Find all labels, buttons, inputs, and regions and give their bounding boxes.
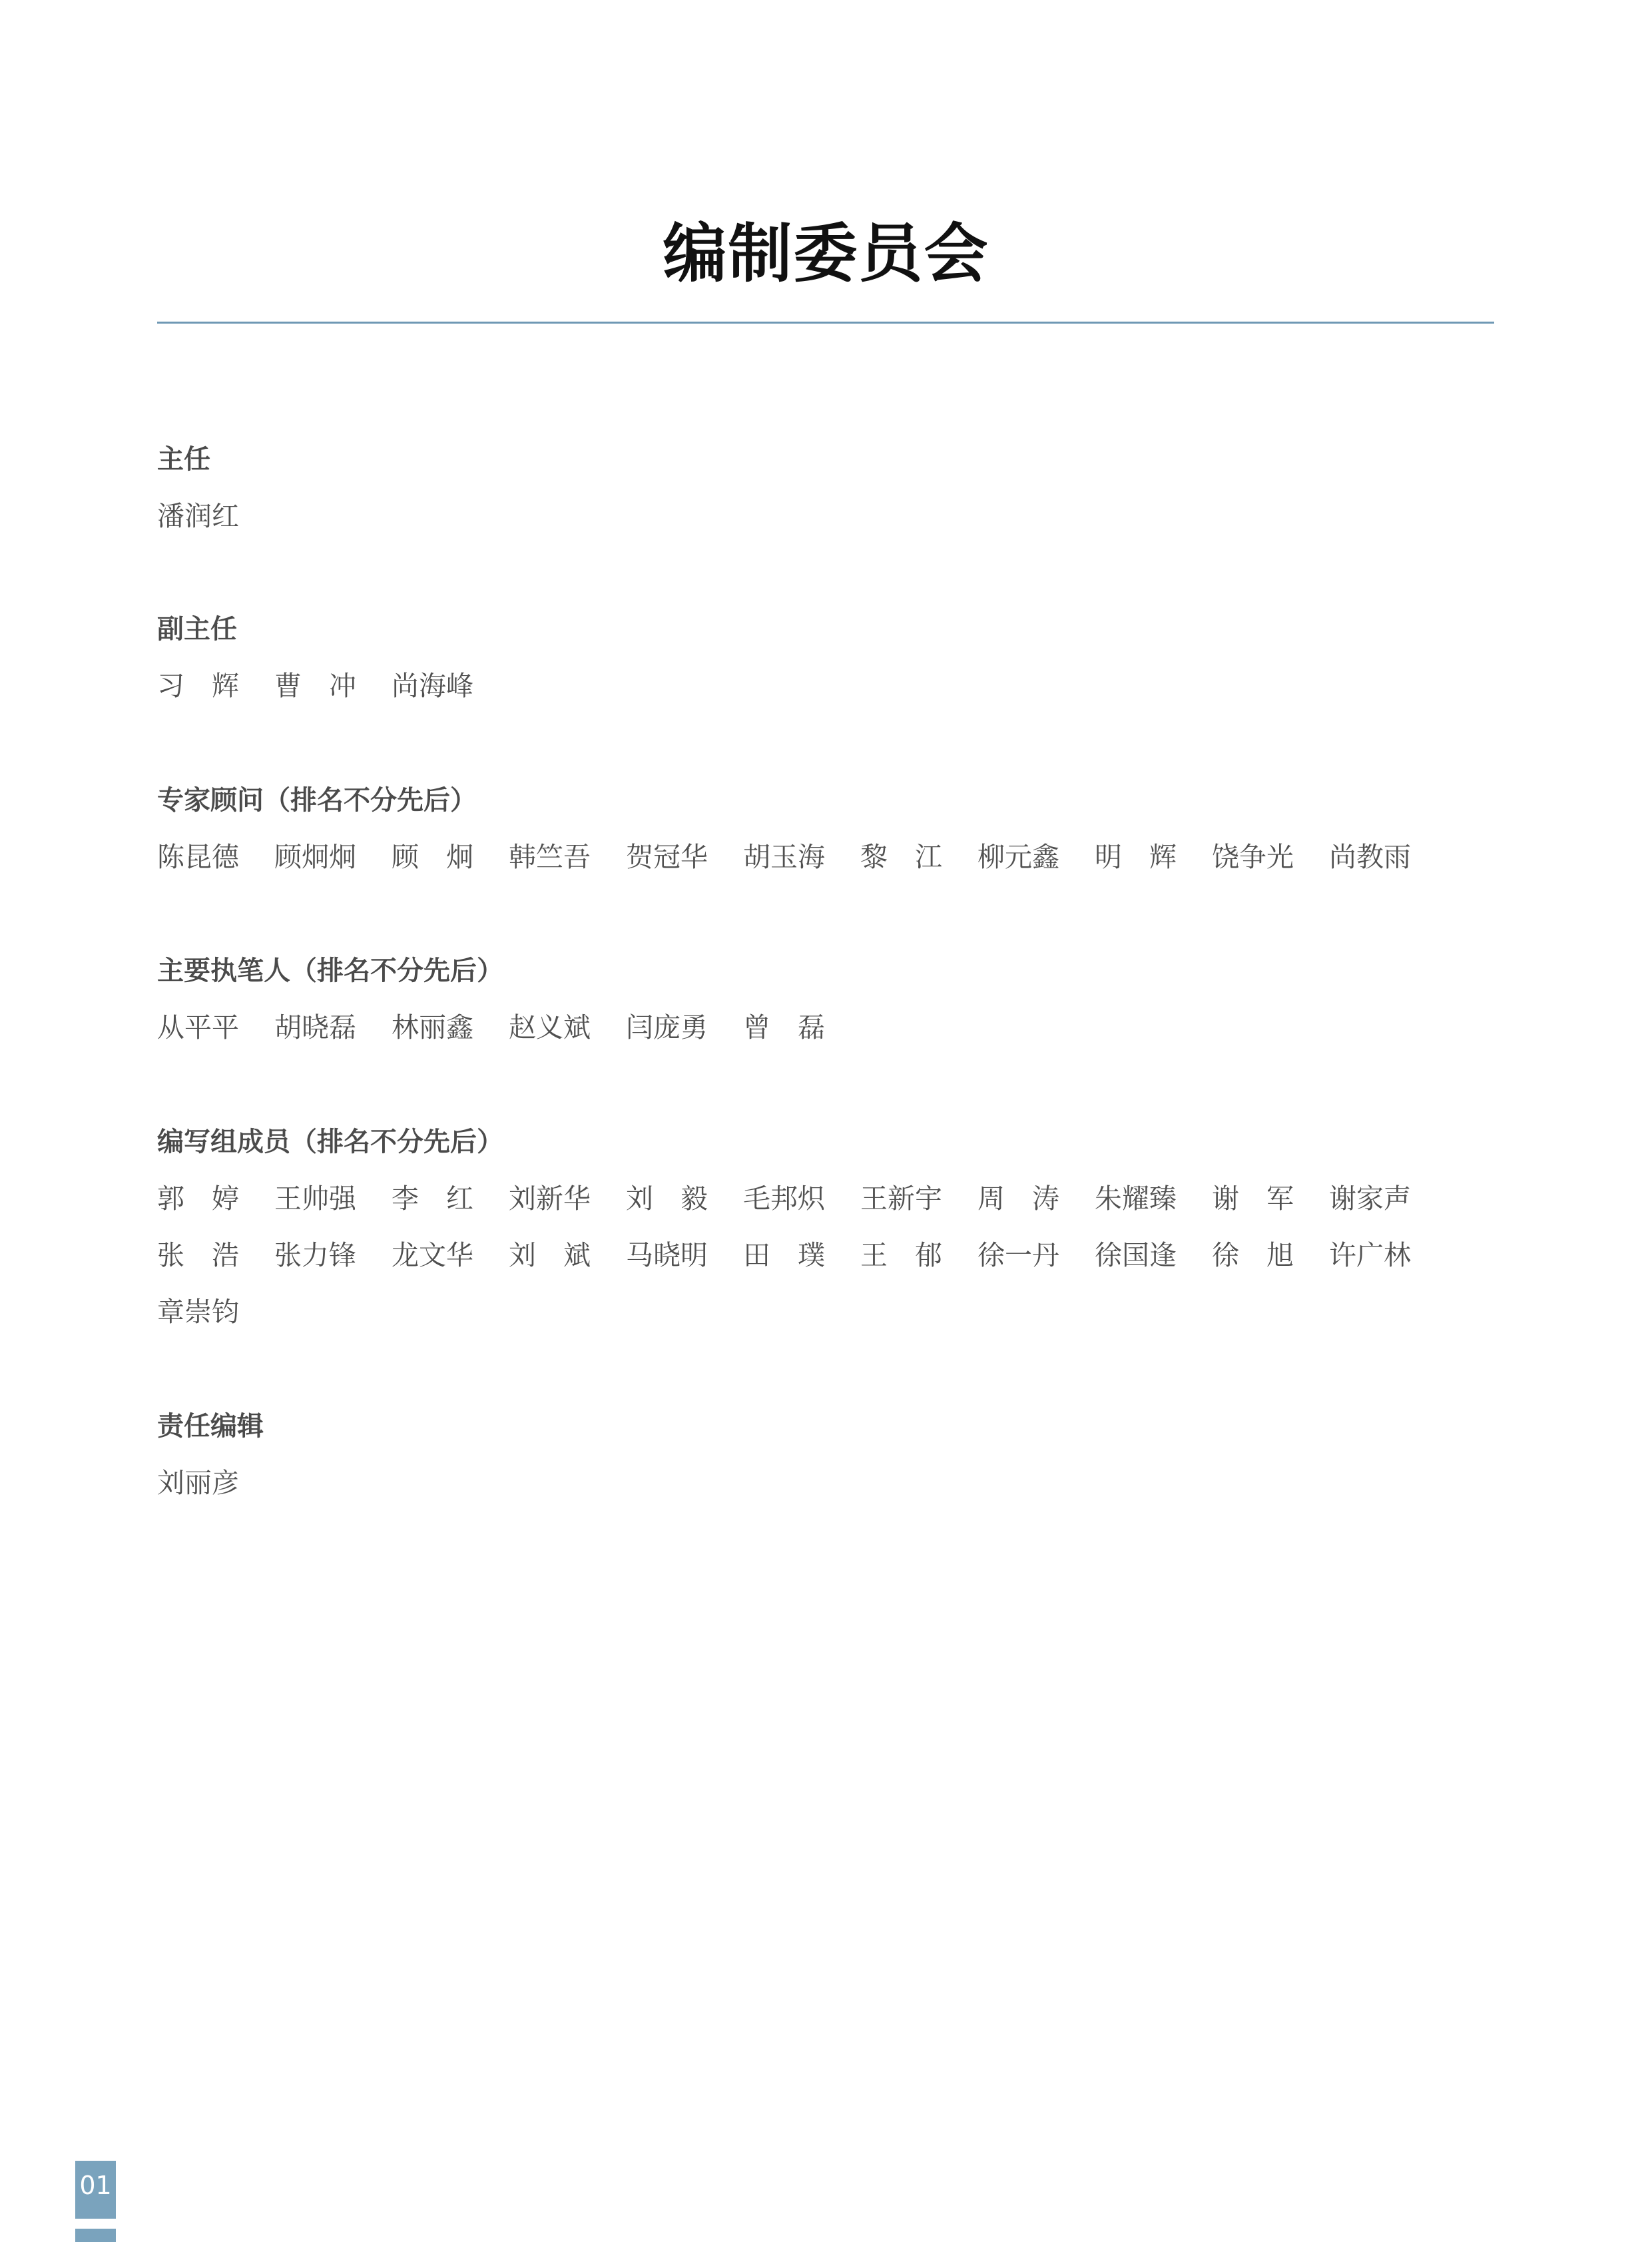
member-name: 曾 磊	[743, 1011, 825, 1043]
member-name: 马晓明	[626, 1239, 708, 1271]
member-name: 尚教雨	[1329, 841, 1411, 873]
name-list-responsible-editor	[157, 1463, 1494, 1503]
section-label-expert-advisors: 专家顾问（排名不分先后）	[157, 785, 477, 816]
name-list-deputy-director	[157, 666, 1494, 706]
section-label-deputy-director: 副主任	[157, 614, 237, 645]
member-name: 谢家声	[1329, 1183, 1411, 1215]
section-label-main-authors: 主要执笔人（排名不分先后）	[157, 956, 503, 986]
member-name: 刘 斌	[509, 1239, 591, 1271]
member-name: 李 红	[392, 1183, 473, 1215]
member-name: 林丽鑫	[392, 1011, 473, 1043]
member-name: 章崇钧	[157, 1296, 239, 1328]
section-director	[157, 439, 1494, 536]
member-name: 周 涛	[977, 1183, 1059, 1215]
member-name: 胡玉海	[743, 841, 825, 873]
member-name: 张 浩	[157, 1239, 239, 1271]
member-name: 陈昆德	[157, 841, 239, 873]
member-name: 徐一丹	[977, 1239, 1059, 1271]
member-name: 朱耀臻	[1095, 1183, 1177, 1215]
name-list-expert-advisors	[157, 837, 1494, 877]
member-name: 龙文华	[392, 1239, 473, 1271]
section-label-responsible-editor: 责任编辑	[157, 1411, 264, 1442]
member-name: 张力锋	[274, 1239, 356, 1271]
member-name: 明 辉	[1095, 841, 1177, 873]
member-name: 郭 婷	[157, 1183, 239, 1215]
member-name: 习 辉	[157, 670, 239, 702]
title-divider	[157, 322, 1494, 324]
member-name: 刘 毅	[626, 1183, 708, 1215]
name-list-director	[157, 496, 1494, 536]
member-name: 柳元鑫	[977, 841, 1059, 873]
section-expert-advisors	[157, 780, 1494, 877]
member-name: 从平平	[157, 1011, 239, 1043]
member-name: 韩竺吾	[509, 841, 591, 873]
member-name: 顾 炯	[392, 841, 473, 873]
section-responsible-editor	[157, 1406, 1494, 1503]
member-name: 顾炯炯	[274, 841, 356, 873]
section-writing-team	[157, 1122, 1494, 1332]
member-name: 潘润红	[157, 500, 239, 532]
section-deputy-director	[157, 609, 1494, 706]
member-name: 徐 旭	[1212, 1239, 1294, 1271]
member-name: 饶争光	[1212, 841, 1294, 873]
member-name: 许广林	[1329, 1239, 1411, 1271]
member-name: 赵义斌	[509, 1011, 591, 1043]
name-list-main-authors	[157, 1007, 1494, 1047]
section-main-authors	[157, 951, 1494, 1047]
page-number: 01	[75, 2161, 116, 2219]
section-label-director: 主任	[157, 444, 210, 475]
member-name: 王新宇	[860, 1183, 942, 1215]
member-name: 王 郁	[860, 1239, 942, 1271]
member-name: 尚海峰	[392, 670, 473, 702]
member-name: 贺冠华	[626, 841, 708, 873]
member-name: 胡晓磊	[274, 1011, 356, 1043]
member-name: 徐国逢	[1095, 1239, 1177, 1271]
page-title: 编制委员会	[663, 216, 989, 291]
member-name: 曹 冲	[274, 670, 356, 702]
member-name: 毛邦炽	[743, 1183, 825, 1215]
name-list-writing-team	[157, 1179, 1494, 1332]
section-label-writing-team: 编写组成员（排名不分先后）	[157, 1127, 503, 1157]
member-name: 王帅强	[274, 1183, 356, 1215]
member-name: 刘丽彦	[157, 1467, 239, 1499]
member-name: 田 璞	[743, 1239, 825, 1271]
member-name: 黎 江	[860, 841, 942, 873]
member-name: 谢 军	[1212, 1183, 1294, 1215]
member-name: 闫庞勇	[626, 1011, 708, 1043]
member-name: 刘新华	[509, 1183, 591, 1215]
page-tab-marker	[75, 2229, 116, 2242]
